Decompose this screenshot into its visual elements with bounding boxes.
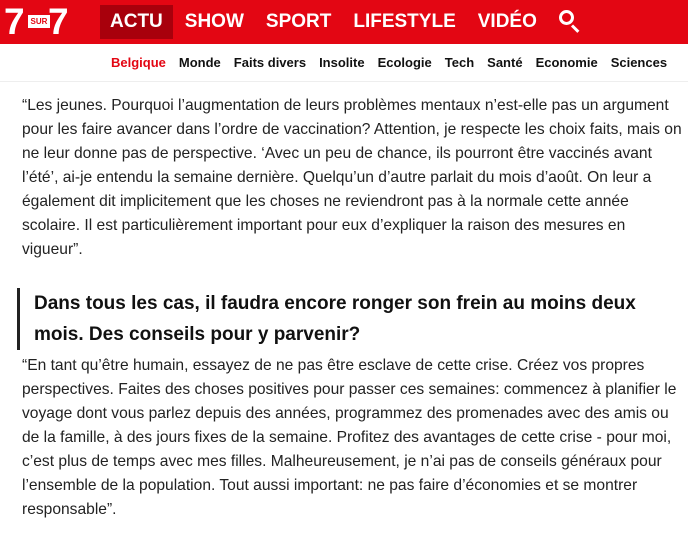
top-navigation-bar	[0, 0, 688, 44]
nav-item-sport[interactable]: SPORT	[265, 11, 332, 32]
subnav-item-ecologie[interactable]: Ecologie	[377, 54, 432, 70]
main-nav	[100, 0, 549, 44]
subnav-item-faits-divers[interactable]: Faits divers	[233, 54, 307, 70]
nav-item-video[interactable]: VIDÉO	[477, 11, 537, 32]
subnav-item-economie[interactable]: Economie	[535, 54, 598, 70]
logo-right-seven: 7	[48, 1, 67, 42]
subnav-item-monde[interactable]: Monde	[178, 54, 221, 70]
subnav-item-sante[interactable]: Santé	[487, 54, 523, 70]
subnav-item-tech[interactable]: Tech	[444, 54, 475, 70]
article-body	[22, 82, 682, 522]
subnav-item-sciences[interactable]: Sciences	[610, 54, 668, 70]
search-icon[interactable]	[555, 7, 585, 37]
logo-left-seven: 7	[4, 1, 23, 42]
subnav-item-insolite[interactable]: Insolite	[319, 54, 365, 70]
nav-item-lifestyle[interactable]: LIFESTYLE	[353, 11, 456, 32]
sub-navigation	[0, 44, 688, 82]
article-paragraph: “En tant qu’être humain, essayez de ne pas être esclave de cette crise. Créez vos propres perspectives. Faites des choses positives pour passer ces semaines: commencez à planifier le voyage dont vous parlez depuis des années, programmez des promenades avec des amis ou de la famille, à des jours fixes de la semaine. Profitez des avantages de cette crise - pour moi, c’est plus de temps avec mes filles. Malheureusement, je n’ai pas de conseils généraux pour l’ensemble de la population. Tout aussi important: ne pas faire d’économies et se montrer responsable”.	[22, 357, 677, 518]
logo-badge: SUR	[28, 15, 50, 28]
nav-item-actu[interactable]: ACTU	[100, 5, 173, 39]
subnav-item-belgique[interactable]: Belgique	[111, 54, 166, 70]
nav-item-show[interactable]: SHOW	[184, 11, 244, 32]
article-paragraph: “Les jeunes. Pourquoi l’augmentation de leurs problèmes mentaux n’est-elle pas un argument pour les faire avancer dans l’ordre de vaccination? Attention, je respecte les choix faits, mais on ne leur donne pas de perspective. ‘Avec un peu de chance, ils pourront être vaccinés avant l’été’, ai-je entendu la semaine dernière. Quelqu’un d’autre parlait du mois d’août. On leur a également dit implicitement que les choses ne reviendront pas à la normale cette année scolaire. Il est particulièrement important pour eux d’expliquer la raison des mesures en vigueur”.	[22, 97, 682, 258]
site-logo[interactable]	[4, 0, 78, 44]
interview-question: Dans tous les cas, il faudra encore ronger son frein au moins deux mois. Des conseils pour y parvenir?	[17, 288, 682, 350]
